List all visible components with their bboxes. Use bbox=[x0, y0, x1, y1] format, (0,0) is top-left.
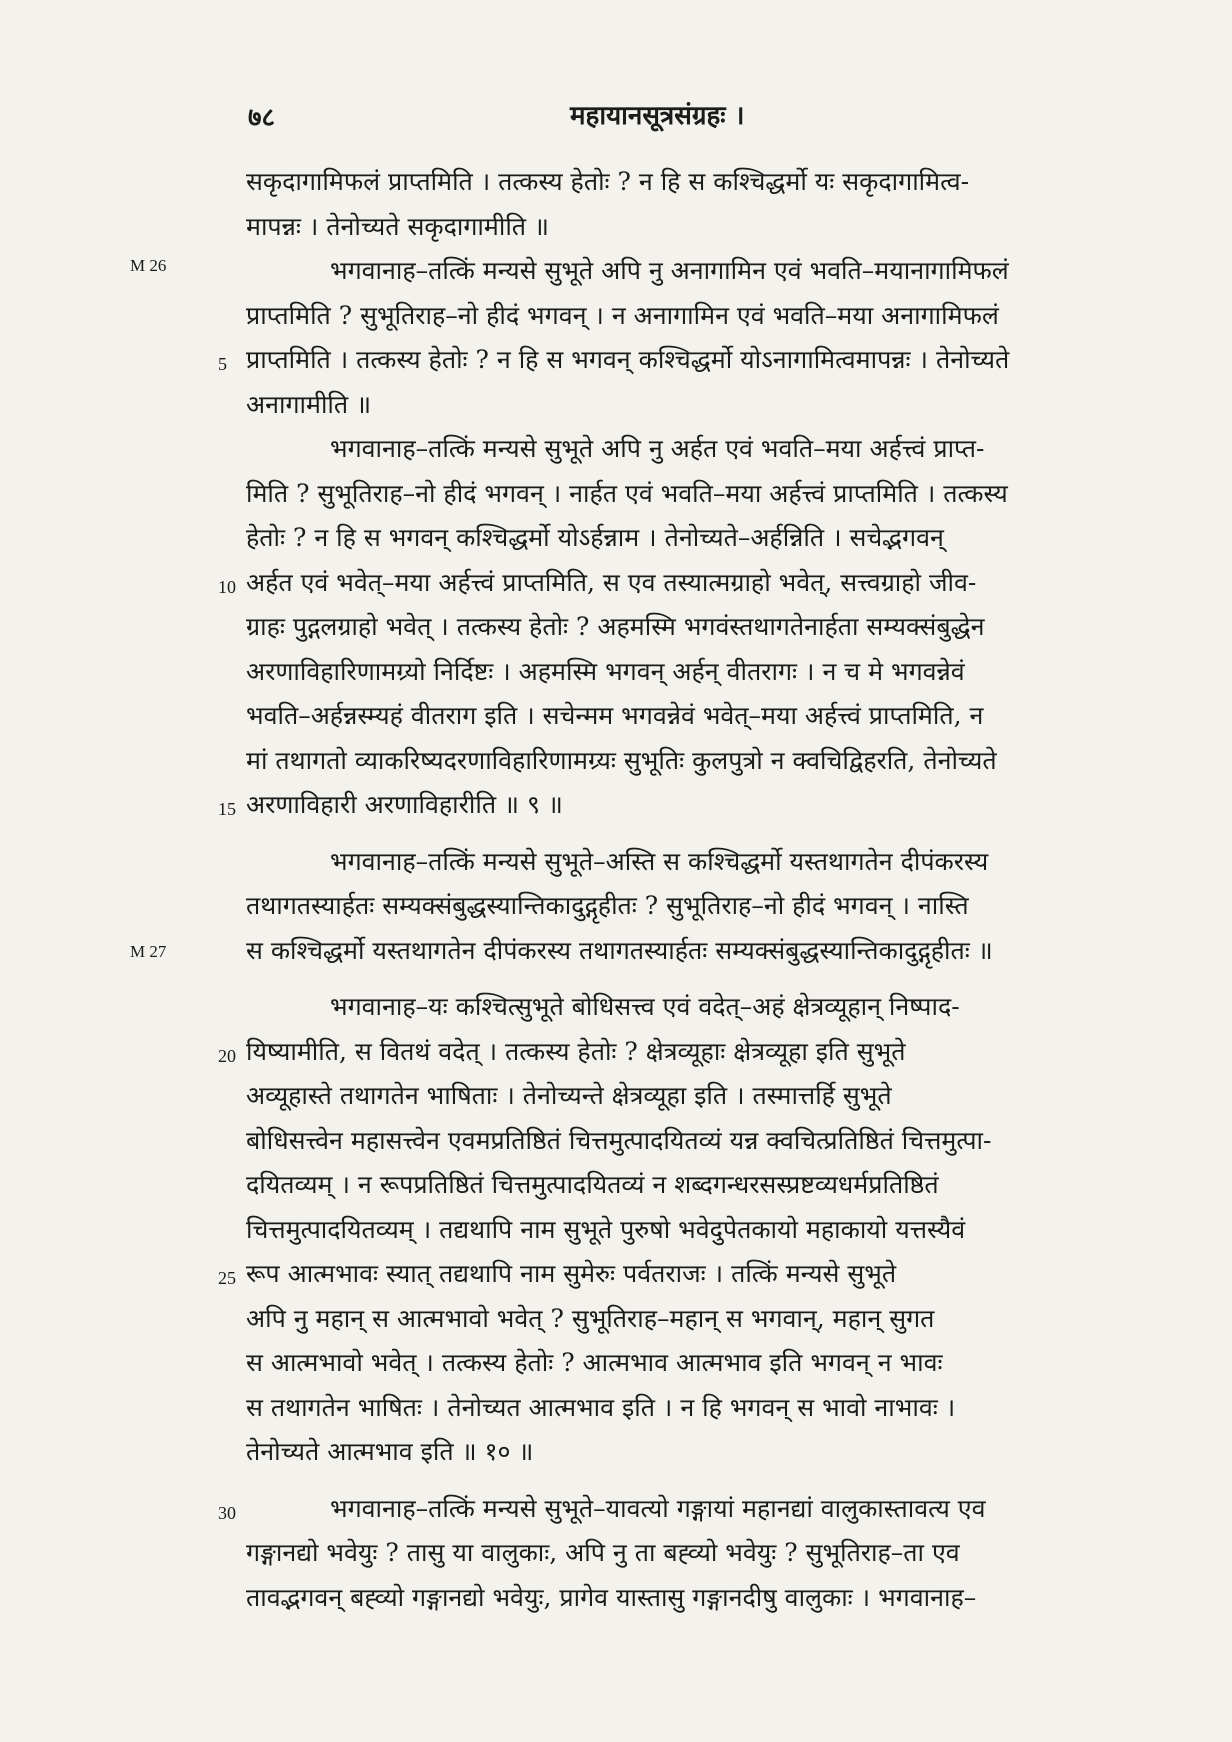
text-line bbox=[246, 650, 1166, 695]
line-text: रूप आत्मभावः स्यात् तद्यथापि नाम सुमेरुः पर्वतराजः । तत्किं मन्यसे सुभूते bbox=[246, 1259, 897, 1288]
text-line bbox=[246, 516, 1166, 561]
line-text: स कश्चिद्धर्मो यस्तथागतेन दीपंकरस्य तथागतस्यार्हतः सम्यक्संबुद्धस्यान्तिकादुद्गृहीतः ॥ bbox=[246, 935, 993, 965]
line-text: हेतोः ? न हि स भगवन् कश्चिद्धर्मो योऽर्हन्नाम । तेनोच्यते–अर्हन्निति । सचेद्भगवन् bbox=[246, 523, 944, 552]
line-text: भगवानाह–तत्किं मन्यसे सुभूते अपि नु अनागामिन एवं भवति–मयानागामिफलं bbox=[330, 256, 1009, 285]
text-line bbox=[246, 160, 1166, 205]
body-text bbox=[218, 160, 1166, 1620]
line-number: 5 bbox=[218, 354, 227, 374]
line-text: तथागतस्यार्हतः सम्यक्संबुद्धस्यान्तिकादुद्गृहीतः ? सुभूतिराह–नो हीदं भगवन् । नास्ति bbox=[246, 891, 969, 920]
line-text: सकृदागामिफलं प्राप्तमिति । तत्कस्य हेतोः ? न हि स कश्चिद्धर्मो यः सकृदागामित्व- bbox=[246, 167, 970, 196]
text-line bbox=[246, 1341, 1166, 1386]
text-line bbox=[218, 1487, 1166, 1532]
text-line bbox=[246, 1074, 1166, 1119]
text-line bbox=[246, 249, 1166, 294]
line-text: अरणाविहारिणामग्र्यो निर्दिष्टः । अहमस्मि भगवन् अर्हन् वीतरागः । न च मे भगवन्नेवं bbox=[246, 656, 965, 686]
text-line bbox=[218, 1252, 1166, 1297]
line-text: स तथागतेन भाषितः । तेनोच्यत आत्मभाव इति । न हि भगवन् स भावो नाभावः । bbox=[246, 1392, 956, 1422]
text-line bbox=[246, 985, 1166, 1030]
text-line bbox=[246, 605, 1166, 650]
text-line bbox=[218, 1030, 1166, 1075]
text-line bbox=[246, 1119, 1166, 1164]
line-number: 10 bbox=[218, 576, 236, 597]
line-text: प्राप्तमिति । तत्कस्य हेतोः ? न हि स भगवन् कश्चिद्धर्मो योऽनागामित्वमापन्नः । तेनोच्यते bbox=[246, 345, 1010, 374]
line-text: तावद्भगवन् बह्व्यो गङ्गानद्यो भवेयुः, प्रागेव यास्तासु गङ्गानदीषु वालुकाः । भगवानाह– bbox=[246, 1582, 977, 1612]
line-text: भगवानाह–तत्किं मन्यसे सुभूते–अस्ति स कश्चिद्धर्मो यस्तथागतेन दीपंकरस्य bbox=[330, 846, 989, 876]
line-text: अरणाविहारी अरणाविहारीति ॥ ९ ॥ bbox=[246, 790, 563, 819]
line-text: यिष्यामीति, स वितथं वदेत् । तत्कस्य हेतोः ? क्षेत्रव्यूहाः क्षेत्रव्यूहा इति सुभूते bbox=[246, 1036, 906, 1066]
line-text: भगवानाह–तत्किं मन्यसे सुभूते–यावत्यो गङ्गायां महानद्यां वालुकास्तावत्य एव bbox=[330, 1493, 986, 1523]
line-text: मापन्नः । तेनोच्यते सकृदागामीति ॥ bbox=[246, 211, 549, 241]
text-line bbox=[246, 840, 1166, 885]
margin-reference: M 27 bbox=[130, 942, 167, 961]
text-line bbox=[246, 1531, 1166, 1576]
text-line bbox=[218, 561, 1166, 606]
text-line bbox=[246, 739, 1166, 784]
text-line bbox=[246, 1297, 1166, 1342]
text-line bbox=[246, 929, 1166, 974]
line-text: स आत्मभावो भवेत् । तत्कस्य हेतोः ? आत्मभाव आत्मभाव इति भगवन् न भावः bbox=[246, 1348, 943, 1377]
text-line bbox=[246, 884, 1166, 929]
line-text: भगवानाह–तत्किं मन्यसे सुभूते अपि नु अर्हत एवं भवति–मया अर्हत्त्वं प्राप्त- bbox=[330, 434, 985, 463]
line-text: अनागामीति ॥ bbox=[246, 389, 372, 419]
line-number: 25 bbox=[218, 1268, 236, 1288]
line-number: 20 bbox=[218, 1045, 236, 1066]
line-text: दयितव्यम् । न रूपप्रतिष्ठितं चित्तमुत्पादयितव्यं न शब्दगन्धरसस्प्रष्टव्यधर्मप्रतिष्ठितं bbox=[246, 1170, 939, 1199]
text-line bbox=[246, 1208, 1166, 1253]
line-text: बोधिसत्त्वेन महासत्त्वेन एवमप्रतिष्ठितं चित्तमुत्पादयितव्यं यन्न क्वचित्प्रतिष्ठितं चित्तमुत्पा- bbox=[246, 1125, 992, 1155]
line-text: गङ्गानद्यो भवेयुः ? तासु या वालुकाः, अपि नु ता बह्व्यो भवेयुः ? सुभूतिराह–ता एव bbox=[246, 1538, 960, 1567]
text-line bbox=[246, 294, 1166, 339]
line-text: अपि नु महान् स आत्मभावो भवेत् ? सुभूतिराह–महान् स भगवान्, महान् सुगत bbox=[246, 1303, 935, 1333]
text-line bbox=[246, 383, 1166, 428]
text-line bbox=[246, 427, 1166, 472]
line-text: प्राप्तमिति ? सुभूतिराह–नो हीदं भगवन् । न अनागामिन एवं भवति–मया अनागामिफलं bbox=[246, 300, 999, 330]
line-number: 15 bbox=[218, 799, 236, 819]
line-text: मिति ? सुभूतिराह–नो हीदं भगवन् । नार्हत एवं भवति–मया अर्हत्त्वं प्राप्तमिति । तत्कस्य bbox=[246, 478, 1008, 508]
text-line bbox=[246, 694, 1166, 739]
line-text: भगवानाह–यः कश्चित्सुभूते बोधिसत्त्व एवं वदेत्–अहं क्षेत्रव्यूहान् निष्पाद- bbox=[330, 992, 960, 1021]
text-line bbox=[246, 472, 1166, 517]
text-line bbox=[246, 1576, 1166, 1621]
line-text: भवति–अर्हन्नस्म्यहं वीतराग इति । सचेन्मम भगवन्नेवं भवेत्–मया अर्हत्त्वं प्राप्तमिति, न bbox=[246, 701, 984, 730]
margin-reference: M 26 bbox=[130, 256, 167, 275]
line-number: 30 bbox=[218, 1502, 236, 1523]
line-text: तेनोच्यते आत्मभाव इति ॥ १० ॥ bbox=[246, 1437, 534, 1466]
line-text: अव्यूहास्ते तथागतेन भाषिताः । तेनोच्यन्ते क्षेत्रव्यूहा इति । तस्मात्तर्हि सुभूते bbox=[246, 1081, 892, 1110]
page-number: ७८ bbox=[248, 103, 276, 133]
text-line bbox=[218, 783, 1166, 828]
page-title: महायानसूत्रसंग्रहः । bbox=[570, 101, 745, 131]
line-text: अर्हत एवं भवेत्–मया अर्हत्त्वं प्राप्तमिति, स एव तस्यात्मग्राहो भवेत्, सत्त्वग्राहो जीव- bbox=[246, 567, 977, 597]
line-text: ग्राहः पुद्गलग्राहो भवेत् । तत्कस्य हेतोः ? अहमस्मि भगवंस्तथागतेनार्हता सम्यक्संबुद्धेन bbox=[246, 612, 985, 641]
text-line bbox=[218, 338, 1166, 383]
text-line bbox=[246, 205, 1166, 250]
text-line bbox=[246, 1430, 1166, 1475]
line-text: मां तथागतो व्याकरिष्यदरणाविहारिणामग्र्यः सुभूतिः कुलपुत्रो न क्वचिद्विहरति, तेनोच्यते bbox=[246, 745, 997, 775]
text-line bbox=[246, 1163, 1166, 1208]
text-line bbox=[246, 1386, 1166, 1431]
line-text: चित्तमुत्पादयितव्यम् । तद्यथापि नाम सुभूते पुरुषो भवेदुपेतकायो महाकायो यत्तस्यैवं bbox=[246, 1214, 966, 1244]
